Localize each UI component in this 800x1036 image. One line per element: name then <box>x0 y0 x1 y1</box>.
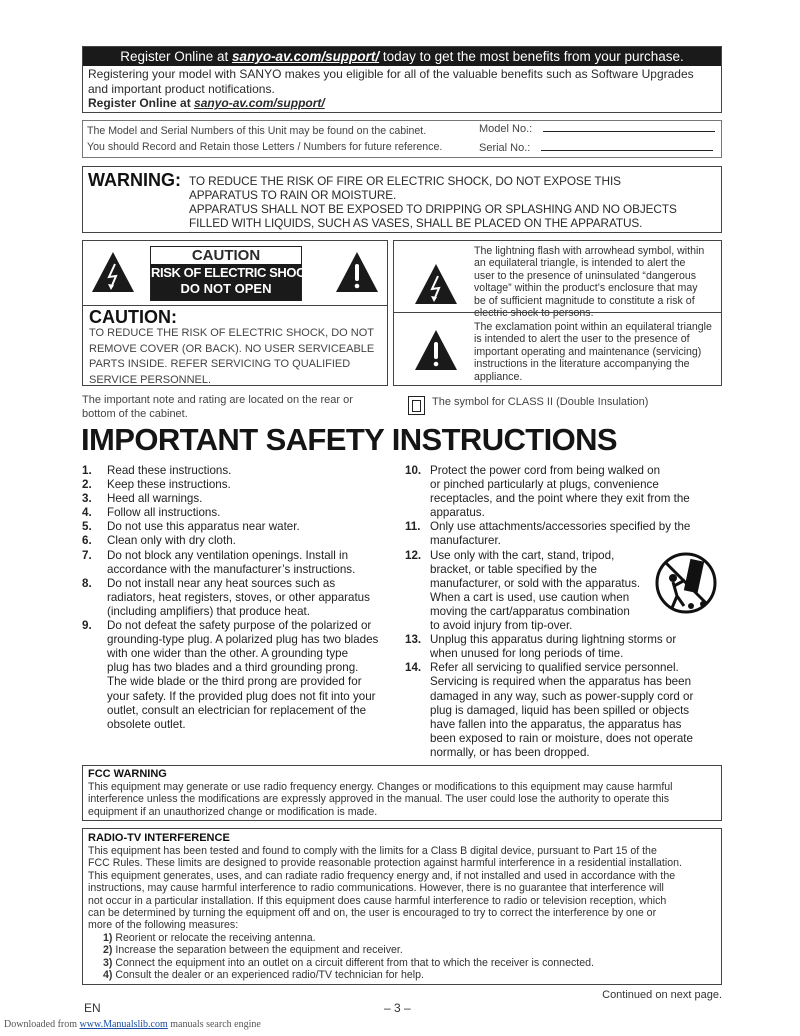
instructions-left-column <box>82 464 378 732</box>
item-number: 12. <box>405 548 422 562</box>
text-line: normally, or has been dropped. <box>430 745 590 759</box>
radio-tv-box <box>82 828 722 985</box>
text-line: This equipment generates, uses, and can radiate radio frequency energy and, if not installed and used in accordance with the <box>88 869 676 882</box>
manualslib-link[interactable]: www.Manualslib.com <box>79 1019 168 1030</box>
item-number: 4. <box>82 506 92 520</box>
measure-text: Connect the equipment into an outlet on a circuit different from that to which the receiver is connected. <box>115 956 594 969</box>
text-line: grounding-type plug. A polarized plug has two blades <box>107 633 379 647</box>
model-no-line <box>543 131 715 132</box>
class2-note: The symbol for CLASS II (Double Insulation) <box>432 396 649 408</box>
text-line: user to the presence of uninsulated “dangerous <box>474 269 697 282</box>
item-text <box>107 520 300 534</box>
measure-item <box>103 944 682 956</box>
text-line: TO REDUCE THE RISK OF FIRE OR ELECTRIC SHOCK, DO NOT EXPOSE THIS <box>189 174 621 188</box>
text-line: radiators, heat registers, stoves, or other apparatus <box>107 590 370 604</box>
text-line: APPARATUS SHALL NOT BE EXPOSED TO DRIPPING OR SPLASHING AND NO OBJECTS <box>189 202 677 216</box>
radio-tv-measures <box>88 932 682 982</box>
register-banner <box>83 47 721 66</box>
text-line: electric shock to persons. <box>474 307 594 320</box>
caution-label-line1: RISK OF ELECTRIC SHOCK <box>151 265 315 280</box>
model-serial-box <box>82 120 722 158</box>
text-line: The wide blade or the third prong are provided for <box>107 675 362 689</box>
warning-heading: WARNING: <box>88 170 181 190</box>
instruction-item <box>82 534 378 548</box>
item-number: 9. <box>82 619 92 633</box>
text-line: and important product notifications. <box>88 81 275 96</box>
exclamation-triangle-icon <box>335 251 379 293</box>
text-line: The exclamation point within an equilateral triangle <box>474 321 712 333</box>
item-number: 14. <box>405 661 422 675</box>
radio-tv-heading: RADIO-TV INTERFERENCE <box>88 832 230 844</box>
text-line: an equilateral triangle, is intended to alert the <box>474 257 686 270</box>
caution-label <box>150 246 315 301</box>
text-line: manufacturer. <box>430 534 501 548</box>
item-number: 8. <box>82 576 92 590</box>
serial-no-field[interactable] <box>479 142 713 154</box>
text-line: This equipment may generate or use radio frequency energy. Changes or modifications to this equipment may cause harmful <box>88 781 673 793</box>
item-text <box>107 478 231 492</box>
exclamation-triangle-icon <box>414 329 458 371</box>
warning-box <box>82 166 722 233</box>
text-line: damaged in any way, such as power-supply cord or <box>430 689 694 703</box>
model-no-label: Model No.: <box>479 123 533 135</box>
item-text <box>430 549 640 634</box>
item-text <box>430 633 676 661</box>
text-line: Clean only with dry cloth. <box>107 534 236 548</box>
text-line: (including amplifiers) that produce heat. <box>107 604 310 618</box>
banner-text: Register Online at <box>120 49 233 64</box>
caution-text <box>89 326 374 388</box>
item-number: 13. <box>405 633 422 647</box>
symbol-explanation-box <box>393 240 722 386</box>
register-footer <box>88 96 325 110</box>
instruction-item <box>405 661 693 760</box>
text-line: PARTS INSIDE. REFER SERVICING TO QUALIFIED <box>89 358 351 370</box>
text-line: TO REDUCE THE RISK OF ELECTRIC SHOCK, DO NOT <box>89 327 375 339</box>
text-line: Refer all servicing to qualified service personnel. <box>430 661 679 675</box>
caution-divider <box>83 305 387 306</box>
text-line: Follow all instructions. <box>107 506 221 520</box>
text-line: You should Record and Retain those Letters / Numbers for future reference. <box>87 140 443 153</box>
measure-number: 1) <box>103 931 113 944</box>
text-line: not occur in a particular installation. If this equipment does cause harmful interference to radio or television reception, which <box>88 894 667 907</box>
text-line: with one wider than the other. A grounding type <box>107 647 349 661</box>
text-line: Only use attachments/accessories specified by the <box>430 520 691 534</box>
text-line: when unused for long periods of time. <box>430 647 624 661</box>
text-line: Do not install near any heat sources such as <box>107 576 336 590</box>
instruction-item <box>405 633 693 661</box>
instruction-item <box>82 464 378 478</box>
text-line: When a cart is used, use caution when <box>430 590 630 604</box>
serial-no-line <box>541 150 713 151</box>
text-line: can be determined by turning the equipment off and on, the user is encouraged to try to correct the interference by one or <box>88 907 657 920</box>
instruction-item <box>405 520 693 548</box>
measure-number: 3) <box>103 956 113 969</box>
item-text <box>430 464 690 520</box>
instruction-item <box>82 619 378 732</box>
item-number: 5. <box>82 520 92 534</box>
lightning-triangle-icon <box>414 263 458 305</box>
item-number: 1. <box>82 464 92 477</box>
register-link[interactable]: sanyo-av.com/support/ <box>232 49 380 64</box>
text-line: The Model and Serial Numbers of this Unit may be found on the cabinet. <box>87 125 427 137</box>
measure-text: Increase the separation between the equipment and receiver. <box>115 944 403 957</box>
instruction-item <box>82 549 378 577</box>
text-line: plug has two blades and a third grounding prong. <box>107 661 359 675</box>
instruction-item <box>82 577 378 619</box>
measure-text: Reorient or relocate the receiving antenna. <box>115 931 316 944</box>
text-line: bracket, or table specified by the <box>430 562 597 576</box>
text-line: accordance with the manufacturer’s instructions. <box>107 562 356 576</box>
fcc-warning-box <box>82 765 722 821</box>
item-number: 3. <box>82 492 92 506</box>
rating-note <box>82 394 353 421</box>
item-number: 7. <box>82 548 92 562</box>
measure-text: Consult the dealer or an experienced radio/TV technician for help. <box>115 969 424 982</box>
cart-tipover-icon <box>655 550 717 616</box>
text-line: REMOVE COVER (OR BACK). NO USER SERVICEABLE <box>89 342 375 355</box>
item-text <box>107 506 220 520</box>
lightning-triangle-icon <box>91 251 135 293</box>
page-number: – 3 – <box>384 1001 411 1015</box>
caution-box <box>82 240 388 386</box>
item-text <box>107 534 236 548</box>
text-line: instructions, may cause harmful interference to radio communications. However, there is no guarantee that interference will <box>88 882 664 895</box>
radio-tv-paragraph <box>88 845 682 932</box>
instruction-item <box>82 478 378 492</box>
text-line: plug is damaged, liquid has been spilled or objects <box>430 703 690 717</box>
text-line: moving the cart/apparatus combination <box>430 604 630 618</box>
register-footer-text: Register Online at <box>88 96 195 110</box>
model-serial-text <box>87 124 442 155</box>
text-line: The important note and rating are located on the rear or <box>82 394 353 406</box>
text-line: receptacles, and the point where they exit from the <box>430 492 690 506</box>
text-line: interference unless the modifications are expressly approved in the manual. The user could lose the authority to operate this <box>88 793 670 806</box>
register-text <box>88 67 694 96</box>
text-line: voltage” within the product’s enclosure that may <box>474 282 698 295</box>
item-number: 10. <box>405 464 422 477</box>
text-line: FCC Rules. These limits are designed to provide reasonable protection against harmful interference in a residential installation. <box>88 857 682 870</box>
text-line: equipment if an unauthorized change or modification is made. <box>88 805 378 818</box>
instruction-item <box>82 506 378 520</box>
item-text <box>107 619 378 732</box>
measure-item <box>103 932 682 944</box>
item-text <box>107 464 231 478</box>
instruction-item <box>82 492 378 506</box>
text-line: your safety. If the provided plug does not fit into your <box>107 689 376 703</box>
text-line: Servicing is required when the apparatus has been <box>430 675 692 689</box>
lightning-explanation <box>474 245 704 319</box>
item-number: 11. <box>405 520 421 534</box>
exclamation-explanation <box>474 321 712 383</box>
text-line: Keep these instructions. <box>107 478 231 492</box>
page-title: IMPORTANT SAFETY INSTRUCTIONS <box>81 422 618 457</box>
symbol-divider <box>394 312 721 313</box>
class2-symbol-icon <box>408 396 425 415</box>
continued-note: Continued on next page. <box>602 989 722 1001</box>
caution-heading: CAUTION: <box>89 307 177 327</box>
text-line: Unplug this apparatus during lightning storms or <box>430 633 677 647</box>
instructions-right-column <box>405 464 693 760</box>
caution-label-title: CAUTION <box>191 247 261 264</box>
item-number: 6. <box>82 534 92 548</box>
measure-number: 2) <box>103 944 113 957</box>
text-line: have fallen into the apparatus, the apparatus has <box>430 717 682 731</box>
text-line: to avoid injury from tip-over. <box>430 619 573 633</box>
text-line: Protect the power cord from being walked on <box>430 464 661 477</box>
item-number: 2. <box>82 478 92 492</box>
text-line: bottom of the cabinet. <box>82 407 188 420</box>
model-no-field[interactable] <box>479 123 715 135</box>
serial-no-label: Serial No.: <box>479 142 531 154</box>
text-line: been exposed to rain or moisture, does not operate <box>430 731 693 745</box>
item-text <box>430 661 693 760</box>
fcc-text <box>88 781 673 818</box>
text-line: Do not use this apparatus near water. <box>107 520 300 534</box>
downloaded-text-end: manuals search engine <box>167 1019 261 1030</box>
text-line: manufacturer, or sold with the apparatus. <box>430 576 641 590</box>
item-text <box>107 492 202 506</box>
text-line: or pinched particularly at plugs, convenience <box>430 478 659 492</box>
text-line: Do not defeat the safety purpose of the polarized or <box>107 619 372 633</box>
text-line: be of sufficient magnitude to constitute a risk of <box>474 294 695 307</box>
fcc-heading: FCC WARNING <box>88 768 167 780</box>
text-line: instructions in the literature accompanying the <box>474 358 690 371</box>
downloaded-text: Downloaded from <box>4 1019 80 1030</box>
register-box <box>82 46 722 113</box>
text-line: Heed all warnings. <box>107 492 203 506</box>
text-line: is intended to alert the user to the presence of <box>474 333 690 346</box>
item-text <box>107 577 370 619</box>
item-text <box>430 520 690 548</box>
caution-label-body <box>151 264 315 301</box>
measure-number: 4) <box>103 969 113 982</box>
text-line: Read these instructions. <box>107 464 232 477</box>
text-line: APPARATUS TO RAIN OR MOISTURE. <box>189 188 397 202</box>
language-code: EN <box>84 1001 101 1015</box>
text-line: Use only with the cart, stand, tripod, <box>430 548 615 562</box>
text-line: appliance. <box>474 370 523 383</box>
measure-item <box>103 957 682 969</box>
text-line: obsolete outlet. <box>107 717 186 731</box>
register-footer-link[interactable]: sanyo-av.com/support/ <box>194 96 325 110</box>
instruction-item <box>405 549 693 634</box>
instruction-item <box>82 520 378 534</box>
text-line: apparatus. <box>430 506 485 520</box>
text-line: Registering your model with SANYO makes you eligible for all of the valuable benefits such as Software Upgrades <box>88 67 694 81</box>
text-line: The lightning flash with arrowhead symbol, within <box>474 245 705 257</box>
text-line: more of the following measures: <box>88 919 239 932</box>
text-line: FILLED WITH LIQUIDS, SUCH AS VASES, SHALL BE PLACED ON THE APPARATUS. <box>189 216 643 230</box>
downloaded-from <box>4 1019 261 1030</box>
caution-label-line2: DO NOT OPEN <box>180 281 272 296</box>
text-line: important operating and maintenance (servicing) <box>474 345 702 358</box>
instruction-item <box>405 464 693 520</box>
radio-tv-text <box>88 845 682 981</box>
text-line: Do not block any ventilation openings. Install in <box>107 548 349 562</box>
text-line: outlet, consult an electrician for replacement of the <box>107 703 367 717</box>
warning-text <box>189 174 677 230</box>
item-text <box>107 549 355 577</box>
measure-item <box>103 969 682 981</box>
text-line: SERVICE PERSONNEL. <box>89 373 212 386</box>
banner-text-end: today to get the most benefits from your purchase. <box>379 49 684 64</box>
text-line: This equipment has been tested and found to comply with the limits for a Class B digital device, pursuant to Part 15 of the <box>88 845 657 857</box>
